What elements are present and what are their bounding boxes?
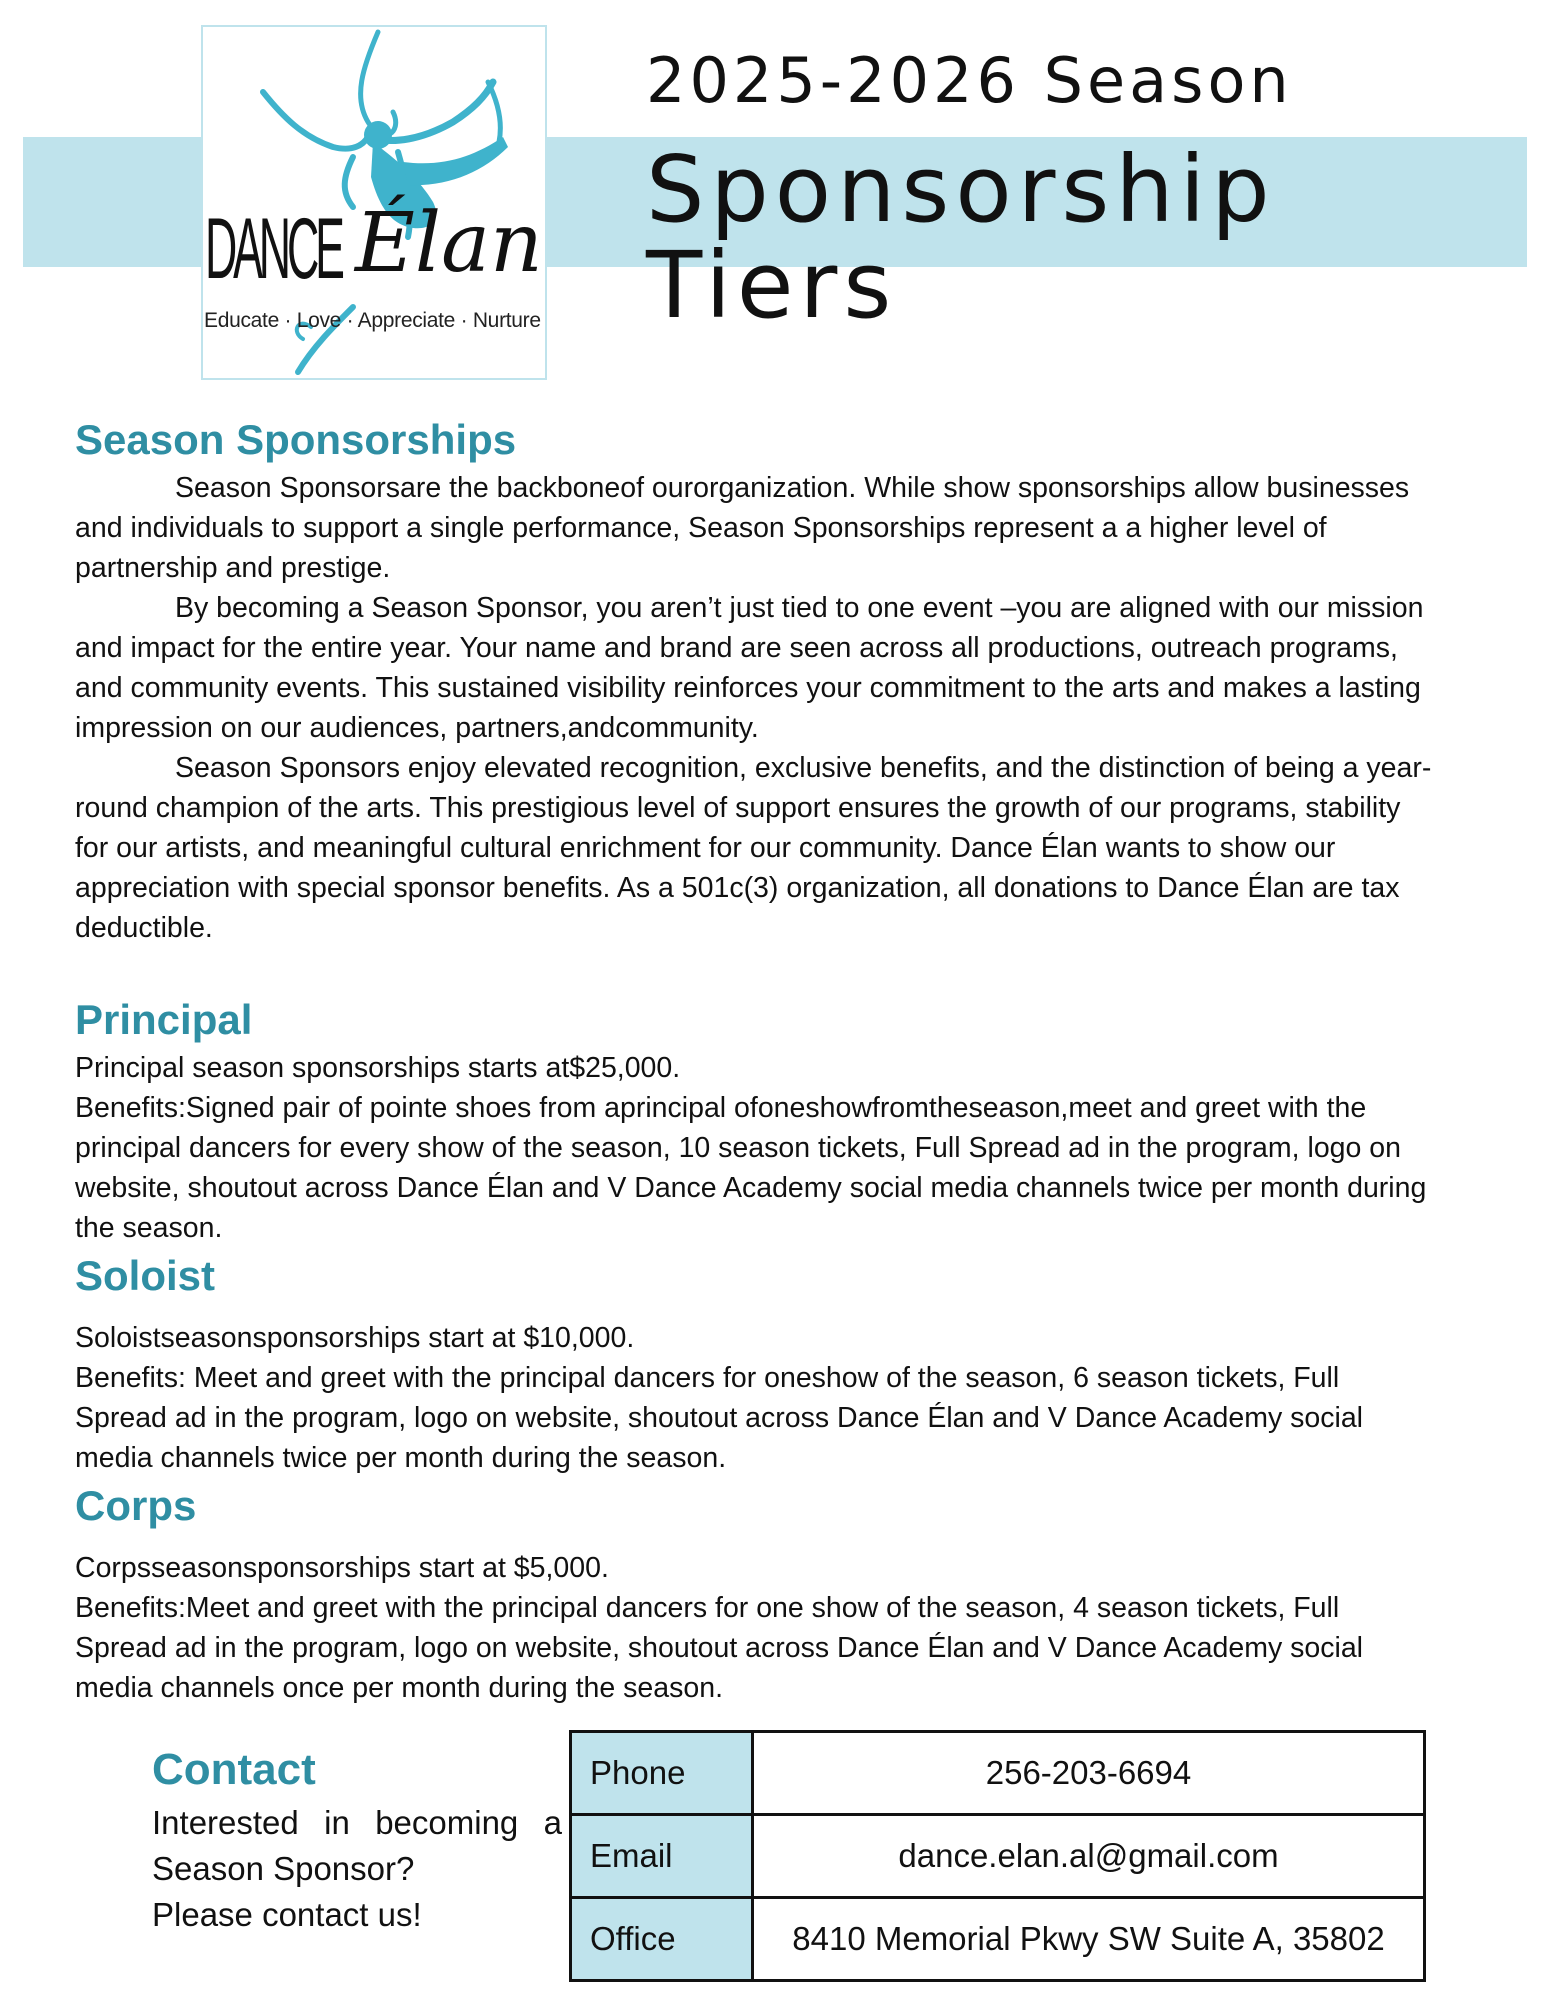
contact-heading: Contact bbox=[152, 1745, 316, 1794]
season-heading: 2025-2026 Season bbox=[646, 44, 1293, 117]
logo-word-elan: Élan bbox=[355, 196, 543, 291]
intro-paragraph: By becoming a Season Sponsor, you aren’t just tied to one event –you are aligned with our mission and impact for the entire year. Your name and brand are seen across all productions, outreach programs, and community events. This sustained visibility reinforces your commitment to the arts and makes a lasting impression on our audiences, partners,andcommunity. bbox=[75, 592, 1424, 744]
contact-label-email: Email bbox=[571, 1815, 753, 1898]
tier-price: Principal season sponsorships starts at$25,000. bbox=[75, 1052, 681, 1084]
contact-text: Please contact us! bbox=[152, 1896, 422, 1933]
main-content bbox=[75, 412, 1435, 1708]
tier-heading-corps: Corps bbox=[75, 1482, 197, 1529]
contact-value-office: 8410 Memorial Pkwy SW Suite A, 35802 bbox=[753, 1898, 1425, 1981]
logo bbox=[201, 25, 547, 380]
contact-text: Interested in becoming a bbox=[152, 1804, 562, 1841]
tier-benefits: Benefits:Meet and greet with the principal dancers for one show of the season, 4 season tickets, Full Spread ad in the program, logo on website, shoutout across Dance Élan and V Dance Academy social media channels once per month during the season. bbox=[75, 1592, 1364, 1704]
intro-heading: Season Sponsorships bbox=[75, 416, 517, 463]
intro-paragraph: Season Sponsorsare the backboneof ourorganization. While show sponsorships allow businesses and individuals to support a single performance, Season Sponsorships represent a a higher level of partnership and prestige. bbox=[75, 472, 1410, 584]
logo-word-dance: DANCE bbox=[205, 201, 341, 297]
tier-benefits: Benefits:Signed pair of pointe shoes from aprincipal ofoneshowfromtheseason,meet and greet with the principal dancers for every show of the season, 10 season tickets, Full Spread ad in the program, logo on website, shoutout across Dance Élan and V Dance Academy social media channels twice per month during the season. bbox=[75, 1092, 1427, 1244]
table-row bbox=[571, 1732, 1425, 1815]
tier-heading-soloist: Soloist bbox=[75, 1252, 216, 1299]
contact-value-email: dance.elan.al@gmail.com bbox=[753, 1815, 1425, 1898]
tier-benefits: Benefits: Meet and greet with the principal dancers for oneshow of the season, 6 season tickets, Full Spread ad in the program, logo on website, shoutout across Dance Élan and V Dance Academy social media channels twice per month during the season. bbox=[75, 1362, 1364, 1474]
table-row bbox=[571, 1898, 1425, 1981]
tier-price: Soloistseasonsponsorships start at $10,000. bbox=[75, 1322, 635, 1354]
intro-paragraph: Season Sponsors enjoy elevated recognition, exclusive benefits, and the distinction of being a year-round champion of the arts. This prestigious level of support ensures the growth of our programs, stability for our artists, and meaningful cultural enrichment for our community. Dance Élan wants to show our appreciation with special sponsor benefits. As a 501c(3) organization, all donations to Dance Élan are tax deductible. bbox=[75, 752, 1432, 944]
contact-text: Season Sponsor? bbox=[152, 1850, 415, 1887]
contact-table bbox=[569, 1730, 1426, 1982]
table-row bbox=[571, 1815, 1425, 1898]
contact-value-phone: 256-203-6694 bbox=[753, 1732, 1425, 1815]
contact-label-phone: Phone bbox=[571, 1732, 753, 1815]
contact-section bbox=[152, 1740, 562, 1938]
contact-label-office: Office bbox=[571, 1898, 753, 1981]
tier-price: Corpsseasonsponsorships start at $5,000. bbox=[75, 1552, 609, 1584]
logo-tagline: Educate · Love · Appreciate · Nurture bbox=[204, 309, 541, 332]
tier-heading-principal: Principal bbox=[75, 996, 253, 1043]
page-title: Sponsorship Tiers bbox=[646, 136, 1276, 339]
